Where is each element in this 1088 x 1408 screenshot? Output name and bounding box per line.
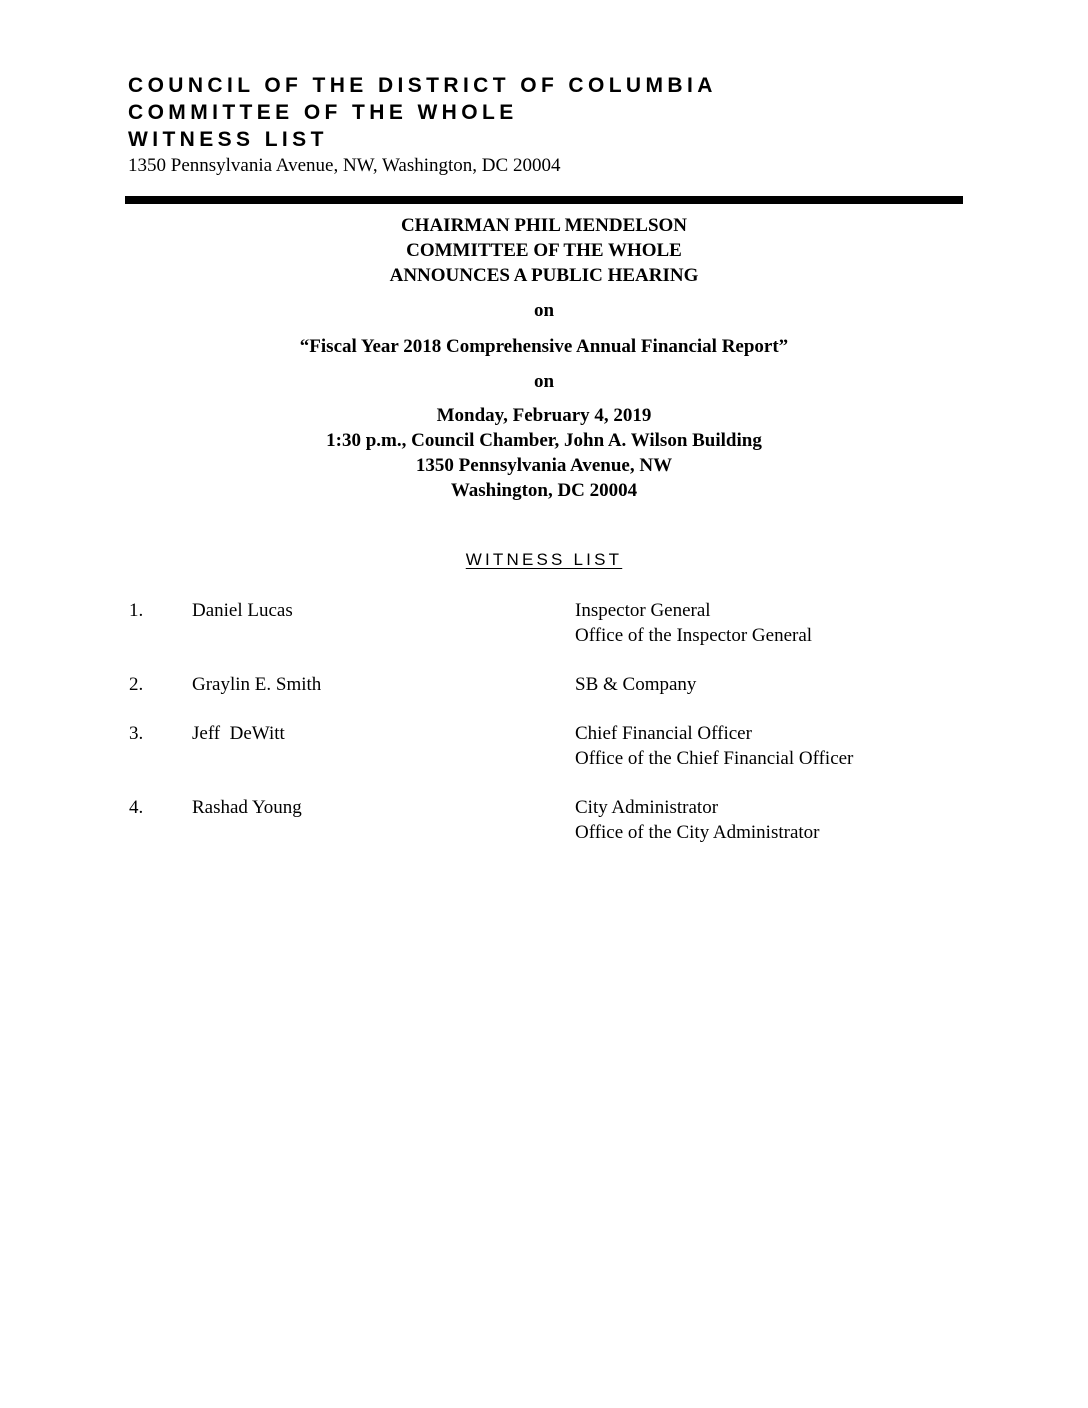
- witness-name: Rashad Young: [192, 797, 302, 818]
- chairman-line: CHAIRMAN PHIL MENDELSON: [400, 215, 688, 236]
- on-connector-2: on: [533, 371, 555, 392]
- witness-affiliation: [575, 721, 853, 771]
- hearing-details: [0, 403, 1088, 503]
- council-name: COUNCIL OF THE DISTRICT OF COLUMBIA: [128, 74, 717, 97]
- hearing-street: 1350 Pennsylvania Avenue, NW: [415, 455, 673, 476]
- witness-list-heading-text: WITNESS LIST: [465, 550, 623, 569]
- hearing-city: Washington, DC 20004: [450, 480, 638, 501]
- witness-organization: Office of the Chief Financial Officer: [575, 748, 854, 769]
- header-divider: [125, 196, 963, 204]
- witness-affiliation: [575, 672, 696, 697]
- witness-title: City Administrator: [575, 797, 719, 818]
- witness-name: Graylin E. Smith: [192, 674, 322, 695]
- committee-line: COMMITTEE OF THE WHOLE: [406, 240, 682, 261]
- letterhead: [128, 72, 717, 178]
- witness-affiliation: [575, 795, 820, 845]
- announcement-header: [0, 213, 1088, 288]
- witness-title: Chief Financial Officer: [575, 723, 752, 744]
- hearing-time-place: 1:30 p.m., Council Chamber, John A. Wilson Building: [326, 430, 762, 451]
- announces-line: ANNOUNCES A PUBLIC HEARING: [389, 265, 699, 286]
- hearing-date: Monday, February 4, 2019: [436, 405, 652, 426]
- witness-title: SB & Company: [575, 674, 697, 695]
- witness-organization: Office of the Inspector General: [575, 625, 813, 646]
- witness-number: 1.: [129, 600, 144, 621]
- hearing-subject: “Fiscal Year 2018 Comprehensive Annual Financial Report”: [299, 336, 789, 357]
- letterhead-address: 1350 Pennsylvania Avenue, NW, Washington, DC 20004: [128, 155, 561, 176]
- witness-number: 2.: [129, 674, 144, 695]
- witness-affiliation: [575, 598, 812, 648]
- document-type: WITNESS LIST: [128, 128, 328, 151]
- witness-list-heading: [0, 550, 1088, 570]
- witness-name: Daniel Lucas: [192, 600, 293, 621]
- witness-number: 4.: [129, 797, 144, 818]
- committee-name: COMMITTEE OF THE WHOLE: [128, 101, 518, 124]
- witness-name: Jeff DeWitt: [192, 723, 285, 744]
- on-connector-1: on: [533, 300, 555, 321]
- witness-number: 3.: [129, 723, 144, 744]
- witness-organization: Office of the City Administrator: [575, 822, 820, 843]
- witness-title: Inspector General: [575, 600, 711, 621]
